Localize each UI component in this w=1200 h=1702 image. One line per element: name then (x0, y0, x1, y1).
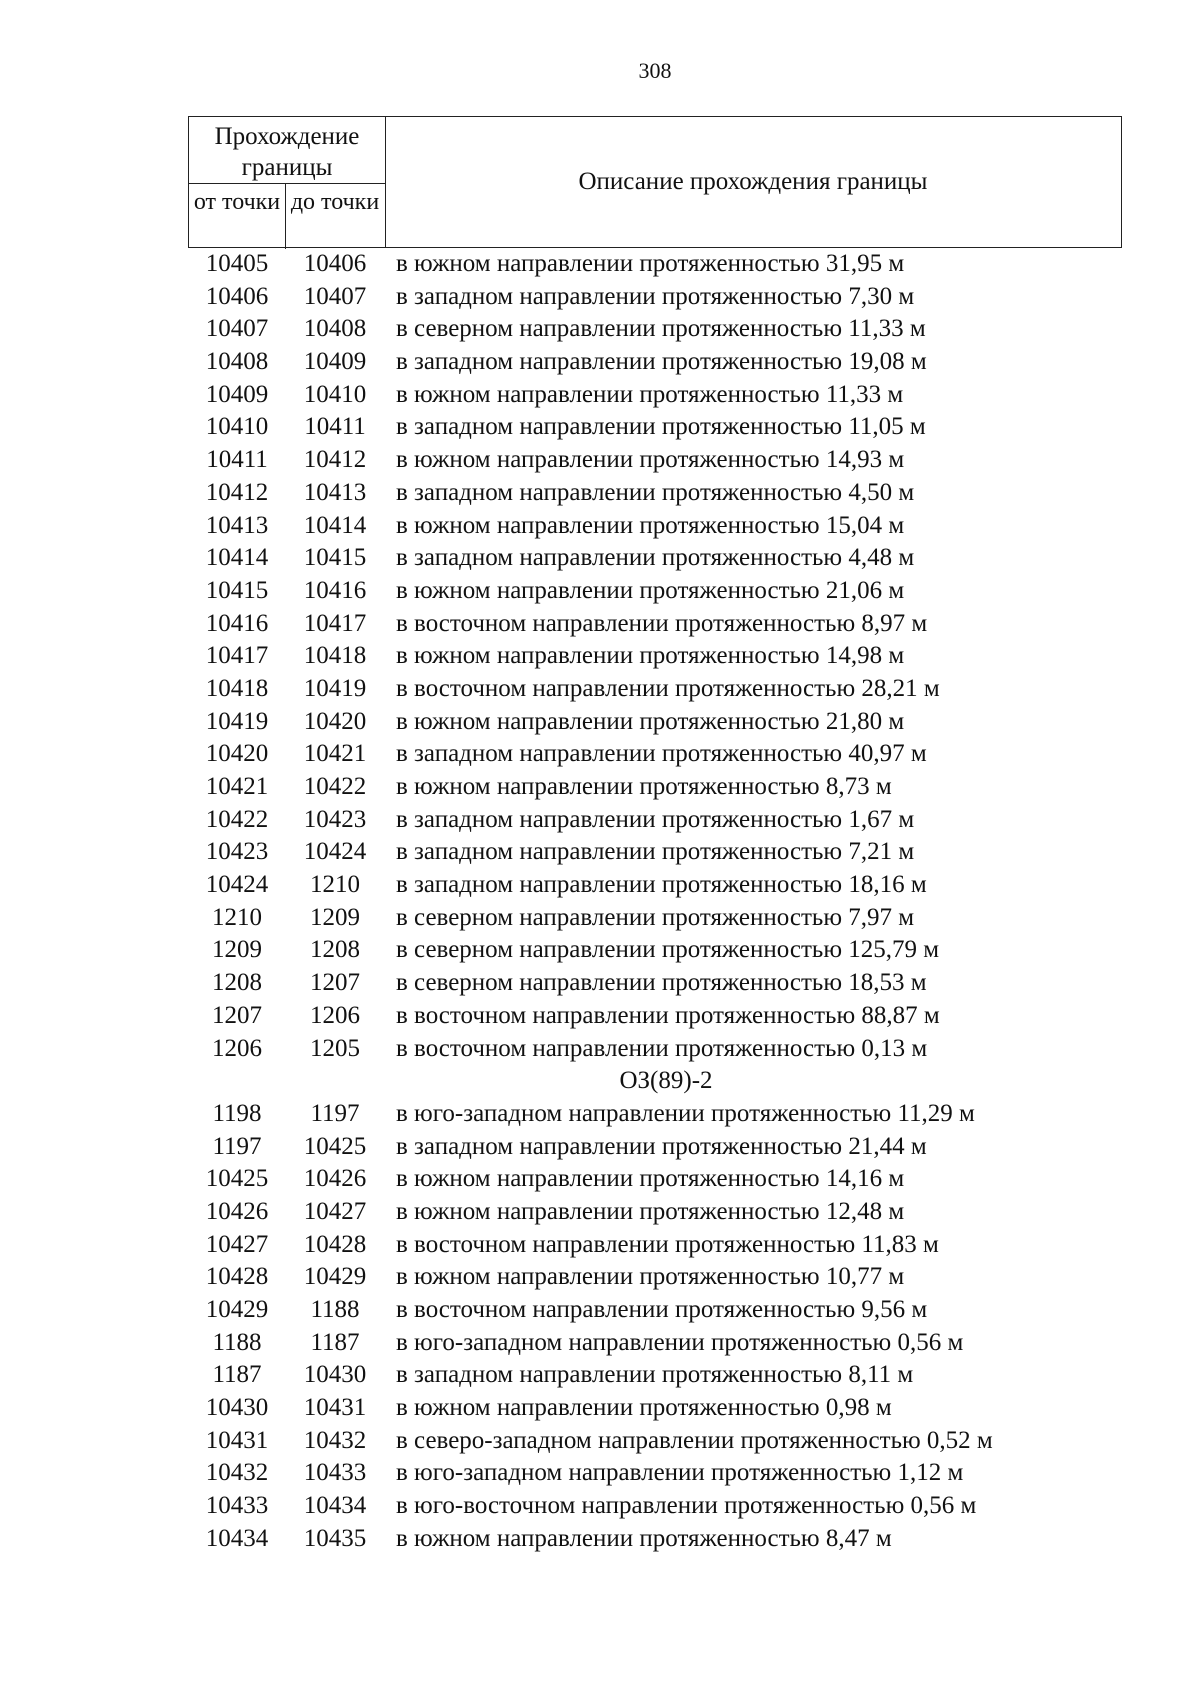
row-description: в юго-западном направлении протяженностью 0,56 м (396, 1328, 964, 1356)
row-description: в южном направлении протяженностью 0,98 м (396, 1394, 892, 1422)
to-point: 10419 (303, 674, 367, 702)
row-description: в восточном направлении протяженностью 9,56 м (396, 1296, 928, 1323)
to-point: 10417 (303, 609, 367, 637)
table-row (188, 379, 1088, 412)
to-point: 1205 (310, 1034, 360, 1062)
to-point: 10410 (303, 380, 367, 408)
table-row (188, 281, 1088, 314)
table-row (188, 967, 1088, 1000)
from-point: 10421 (205, 773, 269, 800)
from-point: 10428 (205, 1263, 269, 1291)
table-row (188, 1392, 1088, 1425)
from-point: 1197 (212, 1132, 262, 1160)
table-row (188, 934, 1088, 967)
table-row (188, 640, 1088, 673)
to-point: 10435 (303, 1524, 367, 1552)
table-row (188, 804, 1088, 837)
from-point: 10412 (205, 478, 269, 506)
from-point: 10419 (205, 707, 269, 735)
to-point: 10430 (303, 1361, 367, 1389)
row-description: в западном направлении протяженностью 1,67 м (396, 805, 915, 833)
to-point: 1207 (310, 969, 360, 997)
table-row (188, 608, 1088, 641)
to-point: 10432 (303, 1426, 367, 1454)
row-description: в западном направлении протяженностью 40,97 м (396, 740, 927, 768)
table-row (188, 1294, 1088, 1327)
from-point: 10409 (205, 380, 269, 408)
to-point: 1209 (310, 903, 360, 931)
table-row (188, 738, 1088, 771)
table-row (188, 1425, 1088, 1458)
table-row (188, 411, 1088, 444)
row-description: в западном направлении протяженностью 7,30 м (396, 282, 915, 310)
from-point: 10407 (205, 315, 269, 343)
from-point: 10426 (205, 1197, 269, 1225)
from-point: 10431 (205, 1426, 269, 1454)
from-point: 10415 (205, 576, 269, 604)
to-point: 10427 (303, 1197, 367, 1225)
to-point: 10433 (303, 1459, 367, 1487)
row-description: в южном направлении протяженностью 10,77 м (396, 1263, 905, 1291)
row-description: в западном направлении протяженностью 19,08 м (396, 348, 927, 376)
table-row (188, 902, 1088, 935)
from-point: 10413 (205, 511, 269, 539)
row-description: в юго-западном направлении протяженностью 1,12 м (396, 1459, 964, 1487)
row-description: в южном направлении протяженностью 11,33 м (396, 380, 904, 408)
table-row (188, 1523, 1088, 1556)
to-point: 10411 (304, 413, 366, 441)
row-description: в южном направлении протяженностью 8,73 м (396, 773, 892, 800)
table-row (188, 542, 1088, 575)
row-description: в восточном направлении протяженностью 88,87 м (396, 1001, 940, 1029)
table-row (188, 1229, 1088, 1262)
to-point: 1187 (310, 1328, 360, 1356)
table-row (188, 444, 1088, 477)
to-point: 10418 (303, 642, 367, 670)
table-row (188, 1163, 1088, 1196)
from-point: 10414 (205, 544, 269, 572)
to-point: 10415 (303, 544, 367, 572)
to-point: 10420 (303, 707, 367, 735)
row-description: в южном направлении протяженностью 14,93 м (396, 446, 905, 474)
to-point: 10408 (303, 315, 367, 343)
table-row (188, 673, 1088, 706)
row-description: в западном направлении протяженностью 11,05 м (396, 413, 926, 441)
table-row (188, 510, 1088, 543)
from-point: 10410 (205, 413, 269, 441)
from-point: 10427 (205, 1230, 269, 1258)
to-point: 1210 (310, 871, 360, 899)
row-description: в западном направлении протяженностью 8,11 м (396, 1361, 914, 1389)
table-row (188, 575, 1088, 608)
from-point: 1207 (212, 1001, 262, 1029)
row-description: в западном направлении протяженностью 4,50 м (396, 478, 915, 506)
table-row (188, 1131, 1088, 1164)
row-description: в южном направлении протяженностью 14,16 м (396, 1165, 905, 1193)
table-row (188, 869, 1088, 902)
section-title: ОЗ(89)-2 (619, 1067, 713, 1095)
from-point: 1210 (212, 903, 262, 931)
table-body (188, 248, 1088, 1556)
row-description: в западном направлении протяженностью 18,16 м (396, 871, 927, 899)
from-point: 1198 (212, 1099, 262, 1127)
row-description: в западном направлении протяженностью 7,21 м (396, 838, 915, 866)
row-description: в северном направлении протяженностью 11,33 м (396, 315, 926, 343)
row-description: в южном направлении протяженностью 21,06 м (396, 576, 905, 604)
from-point: 10424 (205, 871, 269, 899)
page-number: 308 (638, 58, 672, 83)
from-point: 10416 (205, 609, 269, 637)
row-description: в северном направлении протяженностью 18,53 м (396, 969, 927, 997)
table-row (188, 346, 1088, 379)
row-description: в северном направлении протяженностью 7,97 м (396, 903, 915, 931)
to-point: 10429 (303, 1263, 367, 1291)
to-point: 10413 (303, 478, 367, 506)
from-point: 10411 (206, 446, 268, 474)
table-row (188, 1261, 1088, 1294)
to-point: 10434 (303, 1492, 367, 1520)
row-description: в западном направлении протяженностью 21,44 м (396, 1132, 927, 1160)
header-passage: Прохождение границы (214, 123, 360, 181)
to-point: 10406 (303, 250, 367, 277)
header-from-point: от точки (193, 189, 281, 215)
row-description: в западном направлении протяженностью 4,48 м (396, 544, 915, 572)
from-point: 10429 (205, 1296, 269, 1323)
to-point: 1208 (310, 936, 360, 964)
table-row (188, 1490, 1088, 1523)
from-point: 10433 (205, 1492, 269, 1520)
from-point: 10434 (205, 1524, 269, 1552)
from-point: 1208 (212, 969, 262, 997)
to-point: 10424 (303, 838, 367, 866)
to-point: 10421 (303, 740, 367, 768)
to-point: 10423 (303, 805, 367, 833)
to-point: 10425 (303, 1132, 367, 1160)
header-to-point: до точки (290, 189, 380, 215)
to-point: 10414 (303, 511, 367, 539)
from-point: 1209 (212, 936, 262, 964)
from-point: 1188 (212, 1328, 262, 1356)
row-description: в северо-западном направлении протяженностью 0,52 м (396, 1426, 993, 1454)
from-point: 10406 (205, 282, 269, 310)
from-point: 1187 (212, 1361, 262, 1389)
table-row (188, 1327, 1088, 1360)
from-point: 10423 (205, 838, 269, 866)
header-divider (189, 183, 385, 184)
table-row (188, 313, 1088, 346)
to-point: 10431 (303, 1394, 367, 1422)
row-description: в южном направлении протяженностью 31,95 м (396, 250, 905, 277)
row-description: в южном направлении протяженностью 14,98 м (396, 642, 905, 670)
table-row (188, 1359, 1088, 1392)
from-point: 10432 (205, 1459, 269, 1487)
from-point: 10418 (205, 674, 269, 702)
table-header (188, 116, 1122, 248)
table-row (188, 706, 1088, 739)
from-point: 10420 (205, 740, 269, 768)
row-description: в восточном направлении протяженностью 11,83 м (396, 1230, 939, 1258)
row-description: в северном направлении протяженностью 125,79 м (396, 936, 940, 964)
to-point: 10426 (303, 1165, 367, 1193)
table-row (188, 477, 1088, 510)
row-description: в южном направлении протяженностью 8,47 м (396, 1524, 892, 1552)
from-point: 10405 (205, 250, 269, 277)
table-row (188, 1196, 1088, 1229)
row-description: в восточном направлении протяженностью 8,97 м (396, 609, 928, 637)
table-row (188, 248, 1088, 281)
header-description: Описание прохождения границы (578, 168, 928, 195)
from-point: 10422 (205, 805, 269, 833)
table-row (188, 1000, 1088, 1033)
from-point: 10417 (205, 642, 269, 670)
to-point: 1197 (310, 1099, 360, 1127)
row-description: в южном направлении протяженностью 15,04 м (396, 511, 905, 539)
row-description: в восточном направлении протяженностью 0,13 м (396, 1034, 928, 1062)
row-description: в восточном направлении протяженностью 28,21 м (396, 674, 940, 702)
to-point: 10416 (303, 576, 367, 604)
row-description: в юго-восточном направлении протяженностью 0,56 м (396, 1492, 977, 1520)
table-row (188, 1098, 1088, 1131)
to-point: 1206 (310, 1001, 360, 1029)
to-point: 10409 (303, 348, 367, 376)
to-point: 10407 (303, 282, 367, 310)
table-row (188, 1457, 1088, 1490)
from-point: 10425 (205, 1165, 269, 1193)
row-description: в южном направлении протяженностью 12,48 м (396, 1197, 905, 1225)
from-point: 10408 (205, 348, 269, 376)
row-description: в юго-западном направлении протяженностью 11,29 м (396, 1099, 975, 1127)
from-point: 1206 (212, 1034, 262, 1062)
to-point: 10412 (303, 446, 367, 474)
from-point: 10430 (205, 1394, 269, 1422)
to-point: 10422 (303, 773, 367, 800)
table-row (188, 836, 1088, 869)
to-point: 1188 (310, 1296, 360, 1323)
table-row (188, 1033, 1088, 1066)
table-row (188, 771, 1088, 804)
to-point: 10428 (303, 1230, 367, 1258)
row-description: в южном направлении протяженностью 21,80 м (396, 707, 905, 735)
